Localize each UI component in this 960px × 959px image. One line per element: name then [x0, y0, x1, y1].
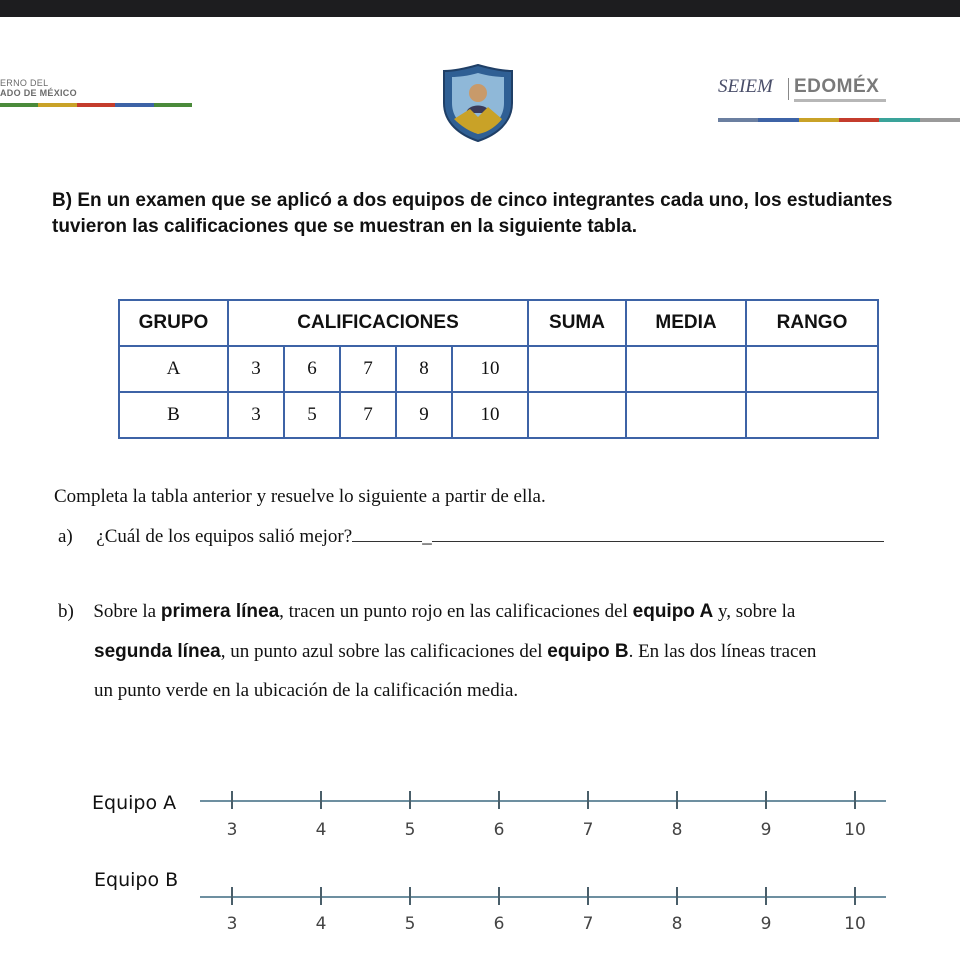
tick-label: 10	[844, 914, 866, 934]
tick-mark	[765, 887, 767, 905]
tick-mark	[676, 887, 678, 905]
grade-cell: 7	[340, 346, 396, 392]
tick-mark	[409, 791, 411, 809]
grade-cell: 10	[452, 346, 528, 392]
table-header-row	[119, 300, 878, 346]
grade-cell: 9	[396, 392, 452, 438]
gobierno-logo-text	[0, 78, 77, 98]
tick-mark	[587, 887, 589, 905]
seiem-logo: SEIEM	[718, 76, 773, 97]
grade-cell: 7	[340, 392, 396, 438]
suma-cell[interactable]	[528, 392, 626, 438]
tick-mark	[409, 887, 411, 905]
tick-label: 6	[493, 820, 505, 840]
question-a	[58, 525, 938, 549]
bold-primera-linea: primera línea	[160, 601, 280, 622]
edomex-logo: EDOMÉX	[794, 76, 880, 97]
question-b-line-2	[94, 640, 954, 664]
row-grupo-cell: A	[119, 346, 228, 392]
question-a-text: ¿Cuál de los equipos salió mejor?	[96, 526, 353, 547]
tick-mark	[854, 791, 856, 809]
tick-label: 4	[315, 820, 327, 840]
tick-label: 5	[404, 820, 416, 840]
grade-cell: 6	[284, 346, 340, 392]
tick-label: 8	[671, 914, 683, 934]
rango-cell[interactable]	[746, 392, 878, 438]
tick-mark	[320, 791, 322, 809]
media-cell[interactable]	[626, 346, 746, 392]
tick-label: 10	[844, 820, 866, 840]
grade-cell: 5	[284, 392, 340, 438]
complete-instruction: Completa la tabla anterior y resuelve lo siguiente a partir de ella.	[54, 486, 546, 507]
question-b-text-5: . En las dos líneas tracen	[628, 641, 817, 662]
tick-label: 9	[760, 820, 772, 840]
problem-statement: B) En un examen que se aplicó a dos equipos de cinco integrantes cada uno, los estudiantes tuvieron las calificaciones que se muestran en la siguiente tabla.	[52, 190, 893, 237]
grade-cell: 10	[452, 392, 528, 438]
table-row	[119, 392, 878, 438]
tick-mark	[498, 887, 500, 905]
tick-label: 5	[404, 914, 416, 934]
tick-mark	[676, 791, 678, 809]
media-cell[interactable]	[626, 392, 746, 438]
equipo-b-number-line[interactable]	[200, 896, 886, 898]
tick-label: 4	[315, 914, 327, 934]
question-b-line-3: un punto verde en la ubicación de la calificación media.	[94, 680, 519, 701]
question-b-label: b)	[58, 601, 74, 622]
bold-segunda-linea: segunda línea	[94, 641, 221, 662]
header-grupo: GRUPO	[119, 300, 228, 346]
tick-label: 7	[582, 914, 594, 934]
equipo-a-number-line[interactable]	[200, 800, 886, 802]
suma-cell[interactable]	[528, 346, 626, 392]
bold-equipo-b: equipo B	[547, 641, 629, 662]
grade-cell: 8	[396, 346, 452, 392]
gob-line-2: ADO DE MÉXICO	[0, 88, 77, 98]
grade-cell: 3	[228, 346, 284, 392]
grades-table	[118, 299, 879, 439]
question-b-text-2: , tracen un punto rojo en las calificaciones del	[279, 601, 633, 622]
header-suma: SUMA	[528, 300, 626, 346]
answer-blank-line[interactable]	[432, 525, 884, 542]
school-shield-logo	[440, 63, 516, 143]
tick-mark	[587, 791, 589, 809]
tick-label: 6	[493, 914, 505, 934]
tick-mark	[765, 791, 767, 809]
question-b-text-4: , un punto azul sobre las calificaciones del	[220, 641, 548, 662]
header-media: MEDIA	[626, 300, 746, 346]
edomex-subtitle-bar	[794, 99, 886, 102]
gob-line-1: ERNO DEL	[0, 78, 49, 88]
tick-label: 3	[226, 914, 238, 934]
tick-mark	[498, 791, 500, 809]
tick-mark	[320, 887, 322, 905]
question-b	[58, 600, 938, 624]
tick-label: 3	[226, 820, 238, 840]
question-a-label: a)	[58, 526, 73, 547]
tick-mark	[854, 887, 856, 905]
header-rango: RANGO	[746, 300, 878, 346]
grade-cell: 3	[228, 392, 284, 438]
table-row	[119, 346, 878, 392]
gob-color-bar	[0, 103, 192, 107]
tick-label: 9	[760, 914, 772, 934]
header-calificaciones: CALIFICACIONES	[228, 300, 528, 346]
top-bar	[0, 0, 960, 17]
tick-mark	[231, 791, 233, 809]
answer-blank-short[interactable]	[352, 525, 422, 542]
logo-separator	[788, 78, 789, 100]
answer-blank-mark: _	[422, 526, 432, 547]
tick-label: 8	[671, 820, 683, 840]
bold-equipo-a: equipo A	[632, 601, 714, 622]
row-grupo-cell: B	[119, 392, 228, 438]
tick-label: 7	[582, 820, 594, 840]
question-b-text-3: y, sobre la	[713, 601, 796, 622]
tick-mark	[231, 887, 233, 905]
question-b-text-1: Sobre la	[93, 601, 161, 622]
seiem-color-bar	[718, 118, 960, 122]
rango-cell[interactable]	[746, 346, 878, 392]
equipo-b-label: Equipo B	[94, 869, 179, 891]
equipo-a-label: Equipo A	[92, 792, 177, 814]
